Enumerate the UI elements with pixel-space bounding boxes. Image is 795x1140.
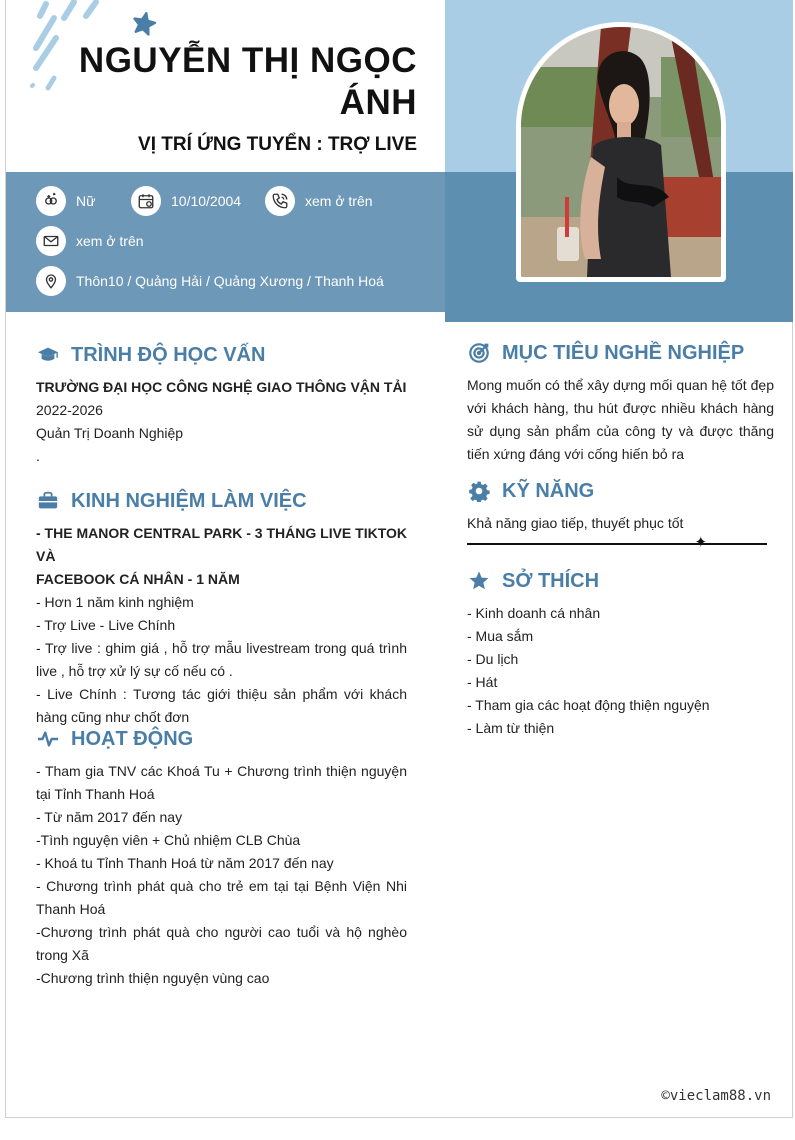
activity-item: -Tình nguyện viên + Chủ nhiệm CLB Chùa [36, 832, 301, 848]
education-content [36, 376, 408, 468]
education-title-text: TRÌNH ĐỘ HỌC VẤN [71, 343, 266, 366]
star-icon [467, 569, 491, 593]
experience-heading-line1: - THE MANOR CENTRAL PARK - 3 THÁNG LIVE TIKTOK VÀ [36, 525, 407, 564]
target-icon [467, 341, 491, 365]
skill-item: Khả năng giao tiếp, thuyết phục tốt [467, 515, 684, 531]
gear-icon [467, 479, 491, 503]
candidate-name-line2: ÁNH [339, 83, 417, 122]
contact-address-text: Thôn10 / Quảng Hải / Quảng Xương / Thanh Hoá [76, 273, 384, 289]
skill-level-bar [467, 543, 767, 545]
pulse-icon [36, 727, 60, 751]
applied-position: VỊ TRÍ ỨNG TUYỂN : TRỢ LIVE [138, 134, 417, 155]
email-icon [36, 226, 66, 256]
briefcase-icon [36, 489, 60, 513]
location-icon [36, 266, 66, 296]
candidate-name [57, 40, 417, 124]
decorative-star-icon [130, 10, 158, 38]
contact-email-text: xem ở trên [76, 233, 144, 249]
gender-icon [36, 186, 66, 216]
hobby-item: - Hát [467, 674, 498, 690]
activity-item: - Từ năm 2017 đến nay [36, 809, 183, 825]
hobby-item: - Làm từ thiện [467, 720, 555, 736]
contact-address [36, 266, 384, 296]
skills-content [467, 512, 774, 535]
objective-content: Mong muốn có thể xây dựng mối quan hệ tốt đẹp với khách hàng, thu hút được nhiều khách hàng sử dụng sản phẩm của công ty và được thăng tiến xứng đáng với cống hiến bỏ ra [467, 377, 774, 462]
hobby-item: - Mua sắm [467, 628, 534, 644]
contact-dob-text: 10/10/2004 [171, 193, 242, 209]
experience-item: - Hơn 1 năm kinh nghiệm [36, 594, 194, 610]
contact-gender-text: Nữ [76, 193, 96, 209]
hobby-item: - Kinh doanh cá nhân [467, 605, 601, 621]
experience-item: - Trợ live : ghim giá , hỗ trợ mẫu livestream trong quá trình live , hỗ trợ xử lý sự cố nếu có . [36, 640, 407, 679]
graduation-cap-icon [36, 343, 60, 367]
contact-dob [131, 186, 241, 216]
activity-item: -Chương trình thiện nguyện vùng cao [36, 970, 270, 986]
skill-level-marker-icon: ✦ [694, 534, 708, 551]
hobbies-section-title [467, 569, 599, 593]
watermark: ©vieclam88.vn [661, 1088, 771, 1104]
skills-title-text: KỸ NĂNG [502, 479, 595, 502]
objective-title-text: MỤC TIÊU NGHỀ NGHIỆP [502, 341, 745, 364]
activity-item: -Chương trình phát quà cho người cao tuổi và hộ nghèo trong Xã [36, 924, 407, 963]
activity-item: - Khoá tu Tỉnh Thanh Hoá từ năm 2017 đến nay [36, 855, 334, 871]
activity-item: - Tham gia TNV các Khoá Tu + Chương trình thiện nguyện tại Tỉnh Thanh Hoá [36, 763, 407, 802]
activities-title-text: HOẠT ĐỘNG [71, 727, 194, 750]
contact-phone [265, 186, 373, 216]
objective-section-title [467, 341, 744, 365]
activities-content [36, 760, 407, 990]
activity-item: - Chương trình phát quà cho trẻ em tại tại Bệnh Viện Nhi Thanh Hoá [36, 878, 407, 917]
hobby-item: - Du lịch [467, 651, 519, 667]
education-school: TRƯỜNG ĐẠI HỌC CÔNG NGHỆ GIAO THÔNG VẬN TẢI [36, 379, 407, 395]
contact-phone-text: xem ở trên [305, 193, 373, 209]
contact-gender [36, 186, 95, 216]
hobbies-content [467, 602, 774, 740]
candidate-name-line1: NGUYỄN THỊ NGỌC [78, 41, 417, 80]
experience-section-title [36, 489, 307, 513]
activities-section-title [36, 727, 193, 751]
experience-content [36, 522, 407, 729]
phone-icon [265, 186, 295, 216]
education-section-title [36, 343, 265, 367]
education-extra: . [36, 448, 40, 464]
hobbies-title-text: SỞ THÍCH [502, 569, 600, 592]
experience-item: - Trợ Live - Live Chính [36, 617, 176, 633]
calendar-icon [131, 186, 161, 216]
hobby-item: - Tham gia các hoạt động thiện nguyện [467, 697, 710, 713]
experience-heading-line2: FACEBOOK CÁ NHÂN - 1 NĂM [36, 571, 240, 587]
education-major: Quản Trị Doanh Nghiệp [36, 425, 184, 441]
education-years: 2022-2026 [36, 402, 103, 418]
experience-item: - Live Chính : Tương tác giới thiệu sản phẩm với khách hàng cũng như chốt đơn [36, 686, 407, 725]
profile-photo [521, 27, 721, 277]
contact-email [36, 226, 144, 256]
skills-section-title [467, 479, 594, 503]
experience-title-text: KINH NGHIỆM LÀM VIỆC [71, 489, 307, 512]
